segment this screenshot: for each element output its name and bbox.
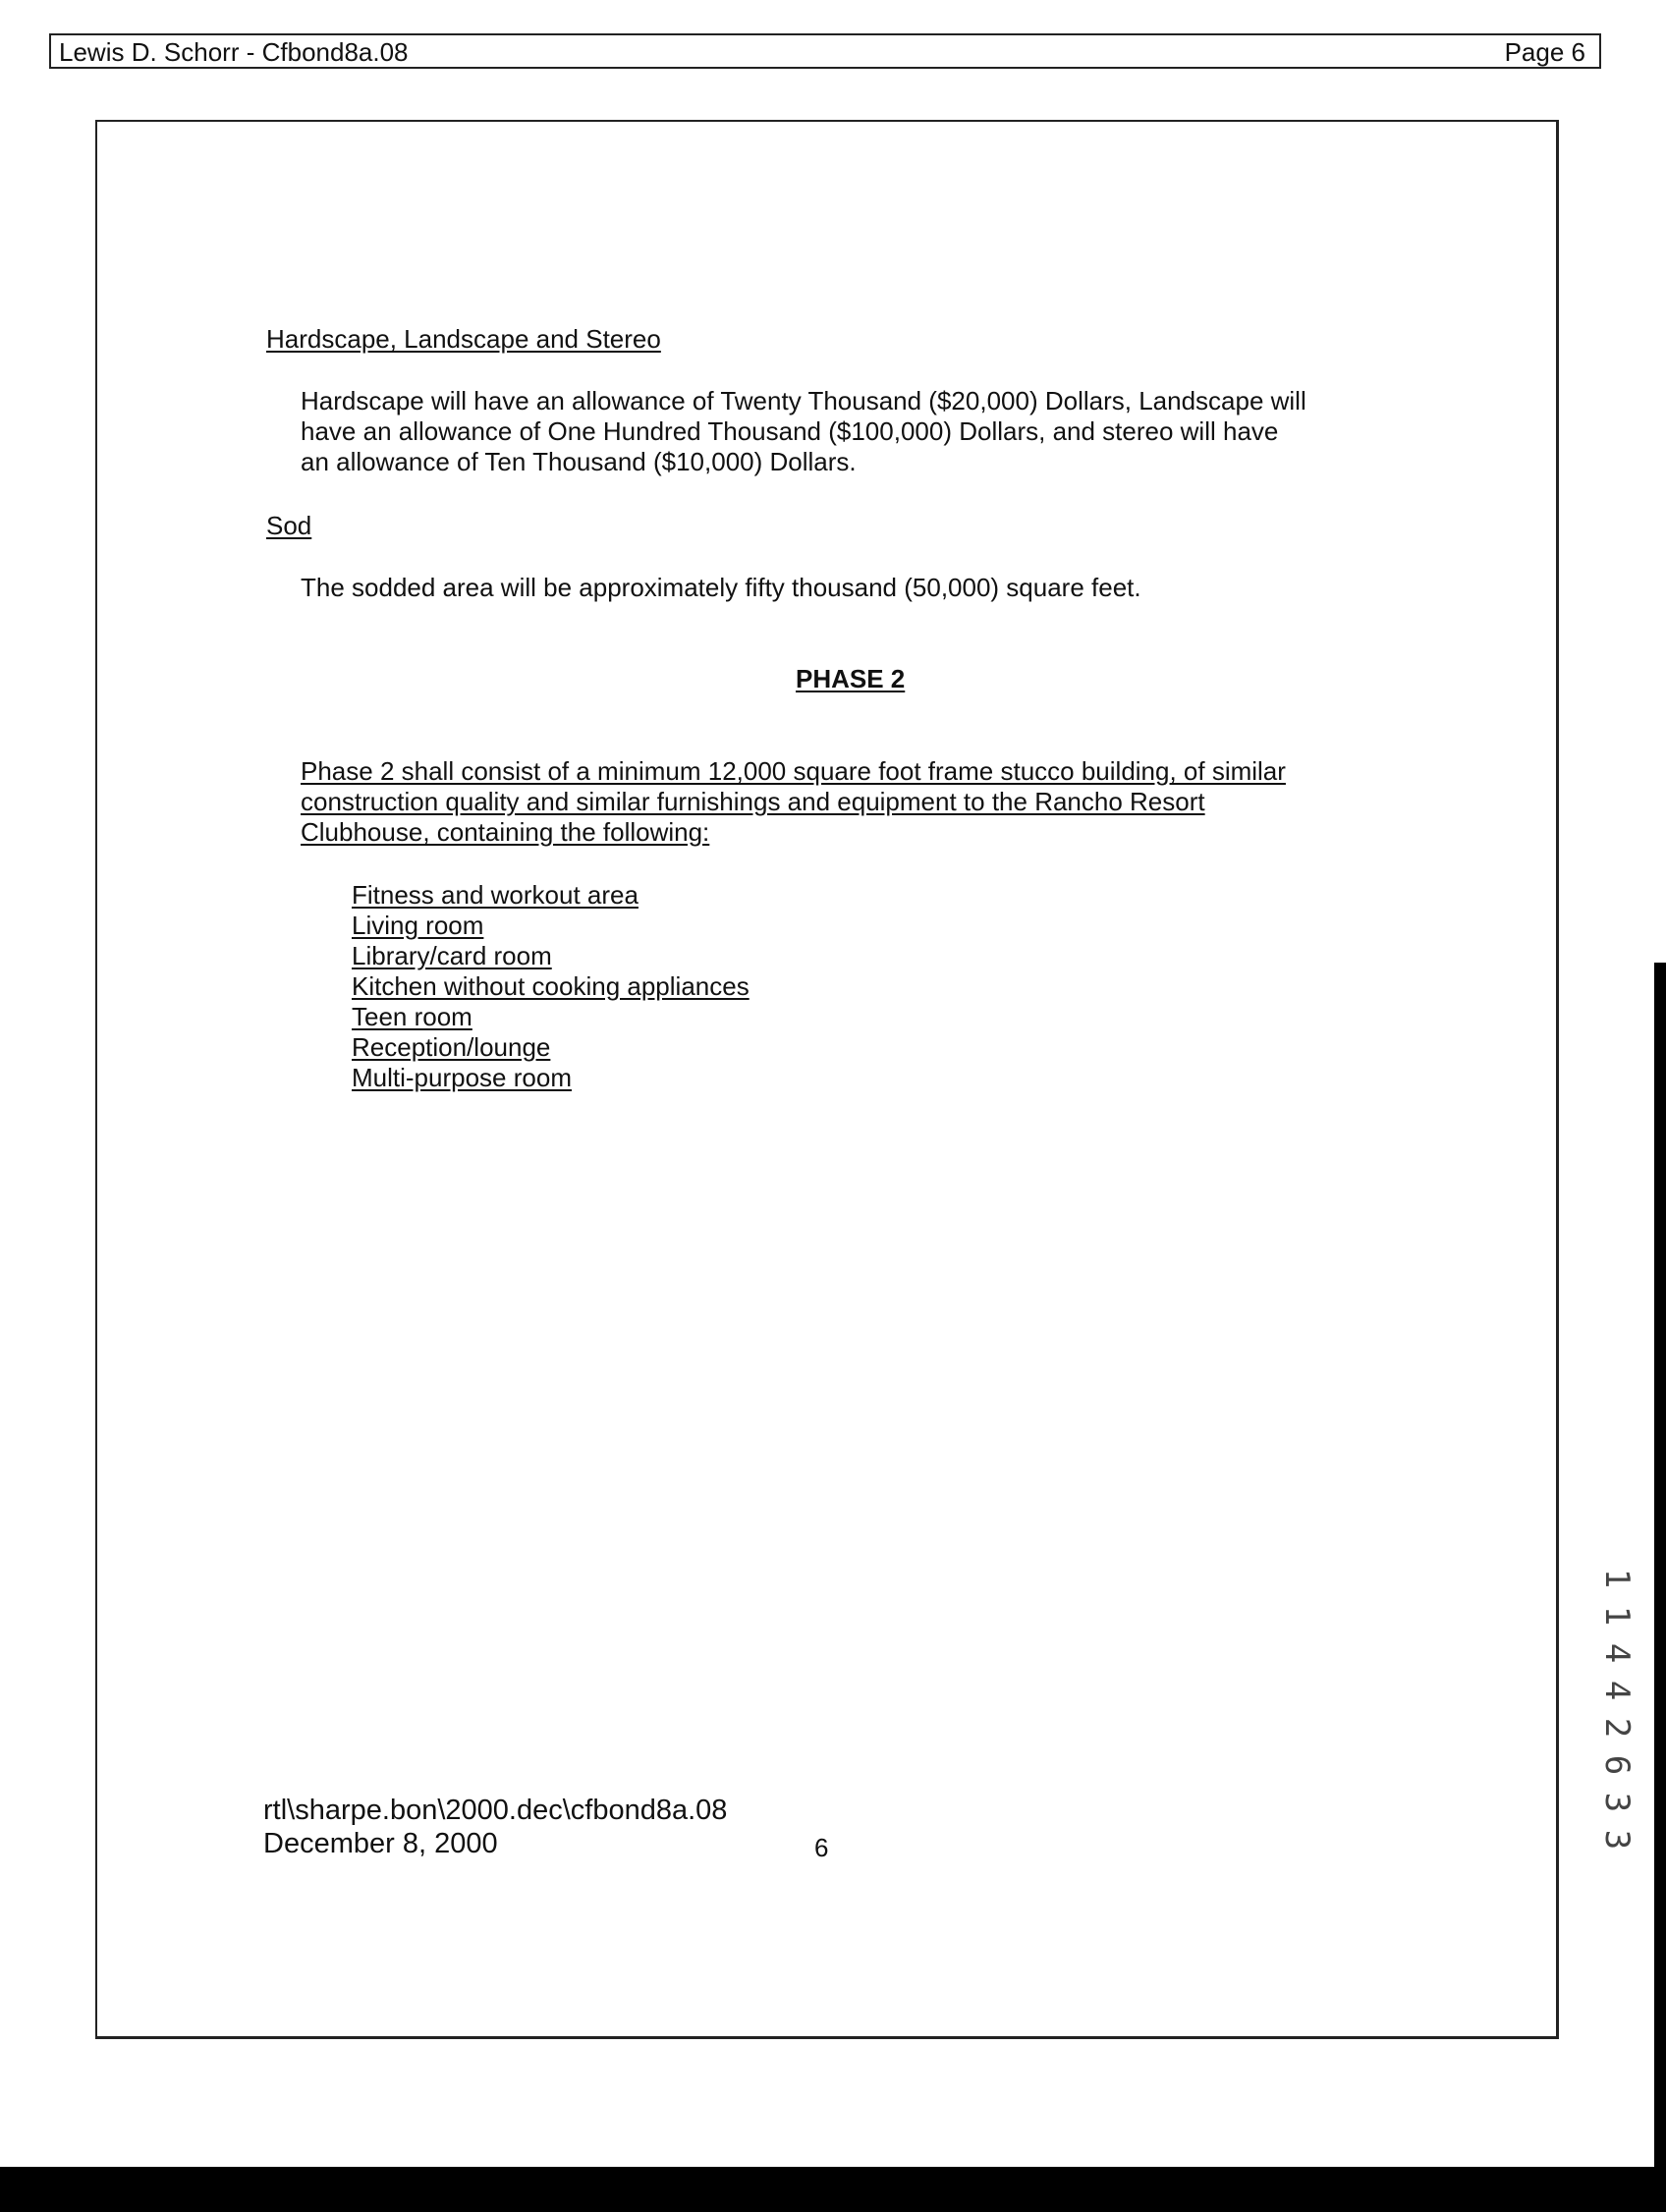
stamp-digit: 4	[1596, 1642, 1637, 1664]
list-item: Fitness and workout area	[352, 880, 639, 910]
section-title-hardscape: Hardscape, Landscape and Stereo	[266, 324, 661, 354]
phase2-line-1: Phase 2 shall consist of a minimum 12,000 square foot frame stucco building, of similar	[301, 756, 1286, 786]
list-item: Multi-purpose room	[352, 1063, 572, 1092]
stamp-digit: 1	[1596, 1568, 1637, 1589]
hardscape-line-3: an allowance of Ten Thousand ($10,000) Dollars.	[301, 447, 857, 476]
phase2-line-3: Clubhouse, containing the following:	[301, 817, 710, 847]
footer-date: December 8, 2000	[263, 1828, 498, 1859]
stamp-digit: 6	[1596, 1754, 1637, 1776]
hardscape-line-1: Hardscape will have an allowance of Twenty Thousand ($20,000) Dollars, Landscape will	[301, 386, 1306, 415]
phase2-line-2: construction quality and similar furnishings and equipment to the Rancho Resort	[301, 787, 1205, 816]
list-item: Teen room	[352, 1002, 472, 1031]
section-title-sod: Sod	[266, 511, 312, 540]
footer-file-path: rtl\sharpe.bon\2000.dec\cfbond8a.08	[263, 1795, 728, 1826]
sod-text: The sodded area will be approximately fifty thousand (50,000) square feet.	[301, 573, 1141, 602]
list-item: Kitchen without cooking appliances	[352, 971, 750, 1001]
stamp-digit: 2	[1596, 1717, 1637, 1739]
header-bar	[49, 33, 1601, 69]
list-item: Living room	[352, 911, 484, 940]
header-page-label: Page 6	[1504, 37, 1585, 67]
stamp-digit: 3	[1596, 1829, 1637, 1851]
header-document-name: Lewis D. Schorr - Cfbond8a.08	[59, 37, 409, 67]
stamp-digit: 3	[1596, 1792, 1637, 1813]
bates-stamp	[1597, 1560, 1637, 1894]
list-item: Reception/lounge	[352, 1032, 551, 1062]
hardscape-line-2: have an allowance of One Hundred Thousand ($100,000) Dollars, and stereo will have	[301, 416, 1279, 446]
list-item: Library/card room	[352, 941, 552, 970]
footer-page-number: 6	[814, 1833, 829, 1862]
scan-edge-bottom	[0, 2167, 1666, 2212]
phase2-heading: PHASE 2	[796, 664, 906, 693]
scan-edge-right	[1654, 963, 1666, 2212]
stamp-digit: 4	[1596, 1680, 1637, 1701]
stamp-digit: 1	[1596, 1605, 1637, 1627]
